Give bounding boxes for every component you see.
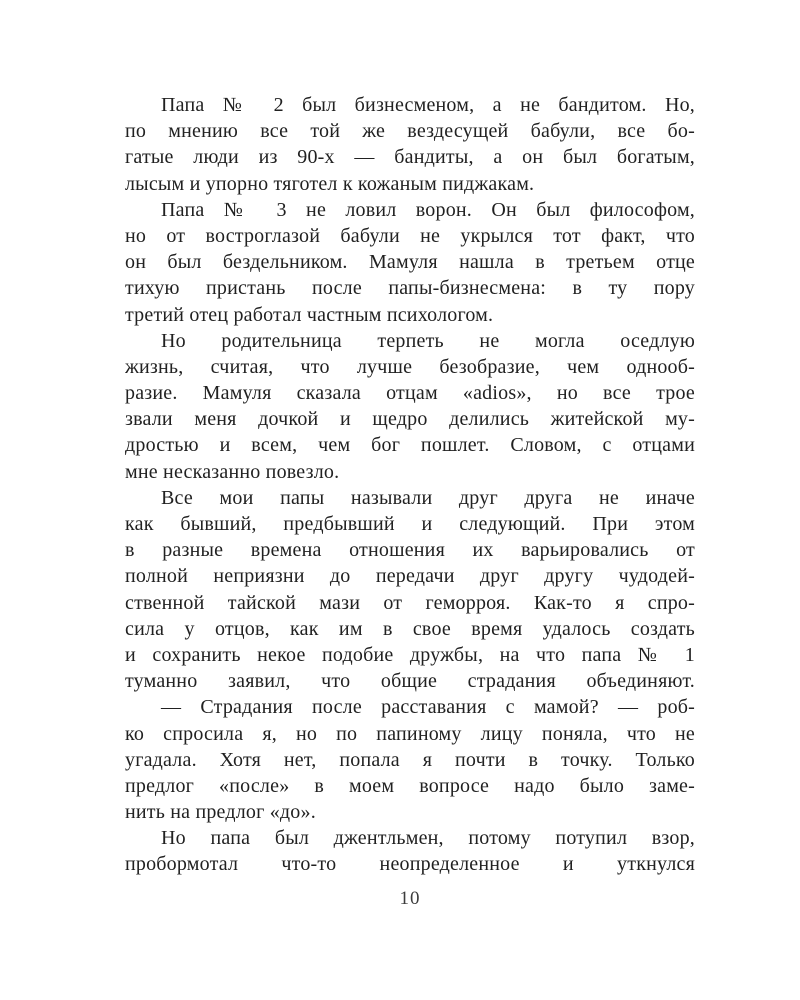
text-line: в разные времена отношения их варьировались от: [125, 539, 695, 562]
text-line: Но папа был джентльмен, потому потупил взор,: [161, 827, 695, 850]
text-line: сила у отцов, как им в свое время удалось создать: [125, 617, 695, 640]
text-line: Папа № 2 был бизнесменом, а не бандитом. Но,: [161, 94, 695, 116]
paragraph: [125, 197, 695, 328]
text-line: он был бездельником. Мамуля нашла в третьем отце: [125, 251, 695, 274]
text-line: полной неприязни до передачи друг другу чудодей-: [125, 565, 695, 588]
text-line: разие. Мамуля сказала отцам «adios», но все трое: [125, 382, 695, 405]
text-line: третий отец работал частным психологом.: [125, 303, 494, 326]
text-line: мне несказанно повезло.: [125, 460, 340, 483]
text-line: как бывший, предбывший и следующий. При этом: [125, 513, 695, 535]
paragraph: [125, 825, 695, 877]
text-line: гатые люди из 90-х — бандиты, а он был богатым,: [125, 146, 695, 169]
text-line: ственной тайской мази от геморроя. Как-то я спро-: [125, 591, 695, 614]
paragraph: [125, 92, 695, 197]
paragraph: [125, 485, 695, 695]
text-line: — Страдания после расставания с мамой? — роб-: [161, 696, 695, 719]
text-line: предлог «после» в моем вопросе надо было заме-: [125, 774, 695, 797]
book-page: [125, 92, 695, 910]
text-line: и сохранить некое подобие дружбы, на что папа № 1: [125, 643, 695, 666]
text-line: Но родительница терпеть не могла оседлую: [161, 329, 695, 352]
text-line: но от востроглазой бабули не укрылся тот факт, что: [125, 224, 695, 247]
text-line: угадала. Хотя нет, попала я почти в точку. Только: [125, 748, 695, 771]
text-line: Все мои папы называли друг друга не иначе: [161, 486, 695, 509]
text-line: туманно заявил, что общие страдания объединяют.: [125, 670, 695, 693]
paragraph: [125, 328, 695, 485]
text-line: ко спросила я, но по папиному лицу поняла, что не: [125, 722, 695, 745]
page-number: 10: [399, 887, 421, 909]
text-line: жизнь, считая, что лучше безобразие, чем однооб-: [125, 355, 695, 378]
text-line: нить на предлог «до».: [125, 801, 316, 824]
text-line: дростью и всем, чем бог пошлет. Словом, с отцами: [125, 434, 695, 457]
text-line: лысым и упорно тяготел к кожаным пиджакам.: [125, 172, 535, 195]
text-line: пробормотал что-то неопределенное и уткнулся: [125, 853, 695, 876]
text-line: по мнению все той же вездесущей бабули, все бо-: [125, 120, 695, 143]
text-line: тихую пристань после папы-бизнесмена: в ту пору: [125, 277, 695, 300]
text-line: Папа № 3 не ловил ворон. Он был философом,: [161, 198, 695, 221]
text-line: звали меня дочкой и щедро делились житейской му-: [125, 408, 695, 431]
paragraph: [125, 694, 695, 825]
